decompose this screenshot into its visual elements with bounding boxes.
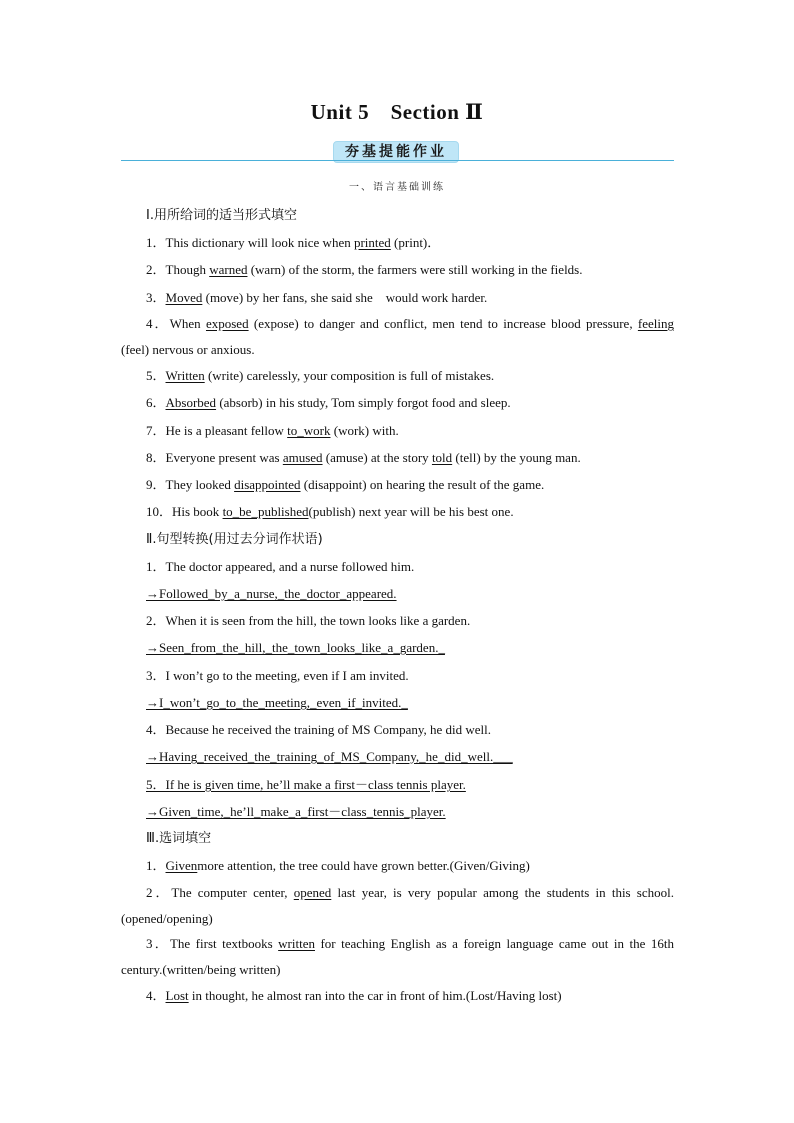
answer-blank: Moved: [165, 290, 203, 305]
item-text: 2．Though: [146, 262, 210, 277]
part1-item-2: [146, 262, 583, 278]
item-text: more attention, the tree could have grown better.(Given/Giving): [197, 858, 530, 873]
part3-item-3: [121, 931, 674, 983]
part2-answer-1: →Followed_by_a_nurse,_the_doctor_appeared.: [146, 586, 397, 601]
item-text: in thought, he almost ran into the car in front of him.(Lost/Having lost): [188, 988, 562, 1003]
part3-heading: Ⅲ.选词填空: [146, 831, 212, 846]
answer-blank: Absorbed: [165, 395, 217, 410]
header-divider: [121, 160, 674, 161]
item-text: (publish) next year will be his best one.: [308, 504, 514, 519]
answer-blank: exposed: [205, 316, 249, 331]
item-text: 4．When: [146, 316, 206, 331]
answer-blank: amused: [282, 450, 323, 465]
part2-answer-5: →Given_time,_he’ll_make_a_first－class_tennis_player.: [146, 804, 446, 819]
part2-answer-4: →Having_received_the_training_of_MS_Company,_he_did_well.___: [146, 749, 513, 764]
answer-blank: to_work: [287, 423, 331, 438]
item-text: (expose) to danger and conflict, men tend to increase blood pressure,: [248, 316, 638, 331]
item-text: last year, is very popular among the students in this school.(opened/opening): [121, 885, 674, 926]
part2-answer-3: →I_won’t_go_to_the_meeting,_even_if_invited._: [146, 695, 408, 710]
part1-item-7: [146, 423, 399, 439]
item-text: 2．The computer center,: [146, 885, 294, 900]
part1-item-4: [121, 311, 674, 363]
section-badge: 夯基提能作业: [333, 141, 459, 163]
item-text: (amuse) at the story: [322, 450, 432, 465]
answer-blank: written: [278, 936, 315, 951]
page-title: Unit 5 Section Ⅱ: [310, 100, 484, 124]
item-text: 3．: [146, 290, 166, 305]
section-subheading: 一、语言基础训练: [349, 182, 445, 193]
part2-question-5: 5．If he is given time, he’ll make a first－class tennis player.: [146, 777, 466, 792]
item-text: (tell) by the young man.: [452, 450, 581, 465]
item-text: 1．This dictionary will look nice when: [146, 235, 354, 250]
part3-item-1: [146, 858, 530, 874]
part1-item-6: [146, 395, 511, 411]
answer-blank: Lost: [165, 988, 189, 1003]
item-text: (disappoint) on hearing the result of the game.: [300, 477, 545, 492]
answer-blank: Given: [165, 858, 198, 873]
part1-item-9: [146, 477, 544, 493]
part1-item-5: [146, 368, 494, 384]
answer-blank: warned: [209, 262, 248, 277]
item-text: 5．: [146, 368, 166, 383]
item-text: (write) carelessly, your composition is full of mistakes.: [204, 368, 495, 383]
answer-blank: to_be_published: [222, 504, 309, 519]
item-text: (move) by her fans, she said she would work harder.: [202, 290, 488, 305]
item-text: (warn) of the storm, the farmers were still working in the fields.: [247, 262, 583, 277]
item-text: 7．He is a pleasant fellow: [146, 423, 288, 438]
part1-heading: Ⅰ.用所给词的适当形式填空: [146, 208, 297, 223]
item-text: for teaching English as a foreign language came out in the 16th century.(written/being written): [121, 936, 674, 977]
answer-blank: printed: [353, 235, 391, 250]
answer-blank: feeling: [637, 316, 674, 331]
part2-question-4: 4．Because he received the training of MS Company, he did well.: [146, 722, 492, 737]
answer-blank: told: [431, 450, 453, 465]
part1-item-1: [146, 235, 440, 251]
part2-question-2: 2．When it is seen from the hill, the town looks like a garden.: [146, 613, 471, 628]
answer-blank: Written: [165, 368, 205, 383]
part2-answer-2: →Seen_from_the_hill,_the_town_looks_like_a_garden._: [146, 640, 445, 655]
item-text: 8．Everyone present was: [146, 450, 283, 465]
part3-item-2: [121, 880, 674, 932]
part1-item-8: [146, 450, 581, 466]
item-text: 9．They looked: [146, 477, 235, 492]
part3-item-4: [146, 988, 562, 1004]
item-text: 6．: [146, 395, 166, 410]
item-text: 1．: [146, 858, 166, 873]
item-text: (work) with.: [330, 423, 399, 438]
part1-item-10: [146, 504, 514, 520]
part1-item-3: [146, 290, 487, 306]
part2-question-1: 1．The doctor appeared, and a nurse followed him.: [146, 559, 415, 574]
item-text: (absorb) in his study, Tom simply forgot food and sleep.: [216, 395, 511, 410]
item-text: (print)．: [390, 235, 441, 250]
item-text: (feel) nervous or anxious.: [121, 342, 255, 357]
part2-question-3: 3．I won’t go to the meeting, even if I am invited.: [146, 668, 409, 683]
part2-heading: Ⅱ.句型转换(用过去分词作状语): [146, 532, 323, 547]
answer-blank: disappointed: [234, 477, 301, 492]
item-text: 3．The first textbooks: [146, 936, 279, 951]
item-text: 10．His book: [146, 504, 223, 519]
item-text: 4．: [146, 988, 166, 1003]
answer-blank: opened: [293, 885, 332, 900]
